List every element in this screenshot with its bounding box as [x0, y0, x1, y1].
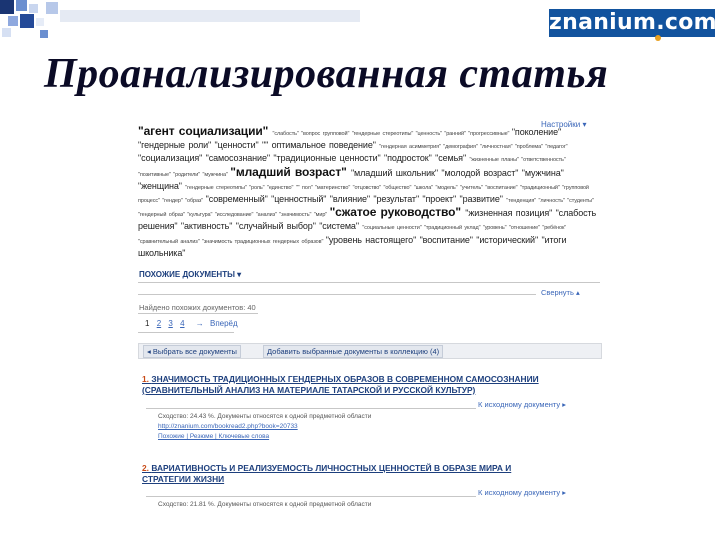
keyword-term[interactable]: "гендерная асимметрия" "демография" "личностная" "проблема" "педагог"	[379, 144, 568, 151]
keyword-cloud	[138, 126, 600, 260]
page-link-3[interactable]: 3	[168, 319, 173, 328]
settings-link[interactable]: Настройки ▾	[541, 120, 587, 129]
result-similarity: Сходство: 21.81 %. Документы относятся к одной предметной области	[158, 501, 372, 508]
page-link-1[interactable]: 1	[145, 319, 150, 328]
keyword-term[interactable]: "гендерные стереотипы" "роль" "единство" "" пол" "материнство" "отцовство" "общество" "школа" "модель" "учитель" "воспитание" "традиционный" "групповой процесс" "гендер" "образ"	[138, 184, 589, 205]
result-number: 1.	[142, 374, 149, 384]
keyword-term[interactable]: "тенденция" "личность" "студенты" "гендерный образ" "культура" "исследование" "анализ" "значимость" "мир"	[138, 198, 594, 219]
next-arrow-icon[interactable]: →	[195, 319, 204, 328]
result-number: 2.	[142, 463, 149, 473]
result-url[interactable]: http://znanium.com/bookread2.php?book=20733	[158, 423, 298, 430]
result-actions[interactable]: Похожие | Резюме | Ключевые слова	[158, 433, 270, 440]
keyword-term[interactable]: "младший школьник" "молодой возраст" "мужчина" "женщина"	[138, 167, 564, 191]
page-link-4[interactable]: 4	[180, 319, 185, 328]
keyword-term[interactable]: "младший возраст"	[230, 164, 351, 179]
result-title-text: ВАРИАТИВНОСТЬ И РЕАЛИЗУЕМОСТЬ ЛИЧНОСТНЫХ ЦЕННОСТЕЙ В ОБРАЗЕ МИРА И СТРАТЕГИИ ЖИЗНИ	[142, 463, 512, 484]
divider	[146, 496, 476, 497]
collapse-link[interactable]: Свернуть ▴	[541, 288, 580, 297]
divider	[138, 313, 258, 314]
result-title-1[interactable]	[142, 374, 562, 396]
keyword-term[interactable]: "сжатое руководство"	[329, 205, 466, 220]
select-all-button[interactable]	[143, 345, 241, 358]
keyword-term[interactable]: "социальные ценности" "традиционный уклад" "уровень" "отношение" "ребёнок" "сравнительный анализ" "значимость традиционных гендерных образов"	[138, 225, 567, 245]
divider	[138, 294, 536, 295]
add-to-collection-button[interactable]: Добавить выбранные документы в коллекцию (4)	[263, 345, 443, 358]
result-similarity: Сходство: 24.43 %. Документы относятся к одной предметной области	[158, 413, 372, 420]
to-source-link[interactable]: К исходному документу ▸	[478, 488, 566, 497]
keyword-term[interactable]: "уровень настоящего" "воспитание" "исторический" "итоги школьника"	[138, 234, 567, 258]
znanium-logo: znanium.com	[549, 10, 717, 35]
keyword-term[interactable]: "агент социализации"	[138, 124, 273, 138]
pagination	[145, 319, 238, 328]
decorative-squares	[0, 0, 360, 40]
next-page-link[interactable]: Вперёд	[209, 319, 238, 328]
logo-accent-dot	[655, 35, 661, 41]
keyword-term[interactable]: "поколение" "гендерные роли" "ценности" "" оптимальное поведение"	[138, 127, 562, 151]
result-title-2[interactable]	[142, 463, 562, 485]
chevron-left-icon: ◂	[147, 347, 153, 356]
result-title-text: ЗНАЧИМОСТЬ ТРАДИЦИОННЫХ ГЕНДЕРНЫХ ОБРАЗОВ В СОВРЕМЕННОМ САМОСОЗНАНИИ (СРАВНИТЕЛЬНЫЙ АНАЛИЗ НА МАТЕРИАЛЕ ТАТАРСКОЙ И РУССКОЙ КУЛЬТУР)	[142, 374, 539, 395]
divider	[146, 408, 476, 409]
keyword-term[interactable]: "жизненная позиция" "слабость решения" "активность" "случайный выбор" "система"	[138, 208, 597, 232]
select-all-label: Выбрать все документы	[152, 347, 237, 356]
keyword-term[interactable]: "современный" "ценностный" "влияние" "результат" "проект" "развитие"	[205, 194, 507, 205]
divider	[138, 282, 600, 283]
to-source-link[interactable]: К исходному документу ▸	[478, 400, 566, 409]
page-link-2[interactable]: 2	[156, 319, 162, 328]
keyword-term[interactable]: "слабость" "вопрос групповой" "гендерные стереотипы" "ценность" "ранний" "прогрессивные"	[272, 131, 512, 137]
embedded-screenshot	[138, 118, 603, 520]
found-count: Найдено похожих документов: 40	[139, 303, 256, 312]
slide-title: Проанализированная статья	[44, 51, 609, 97]
similar-docs-heading[interactable]: ПОХОЖИЕ ДОКУМЕНТЫ ▾	[139, 270, 242, 279]
divider	[138, 332, 234, 333]
collection-toolbar	[138, 343, 602, 359]
keyword-term[interactable]: "социализация" "самосознание" "традиционные ценности" "подросток" "семья"	[138, 153, 470, 164]
keyword-term[interactable]: "жизненные планы" "ответственность" "позитивные" "родители" "мужчина"	[138, 157, 566, 178]
